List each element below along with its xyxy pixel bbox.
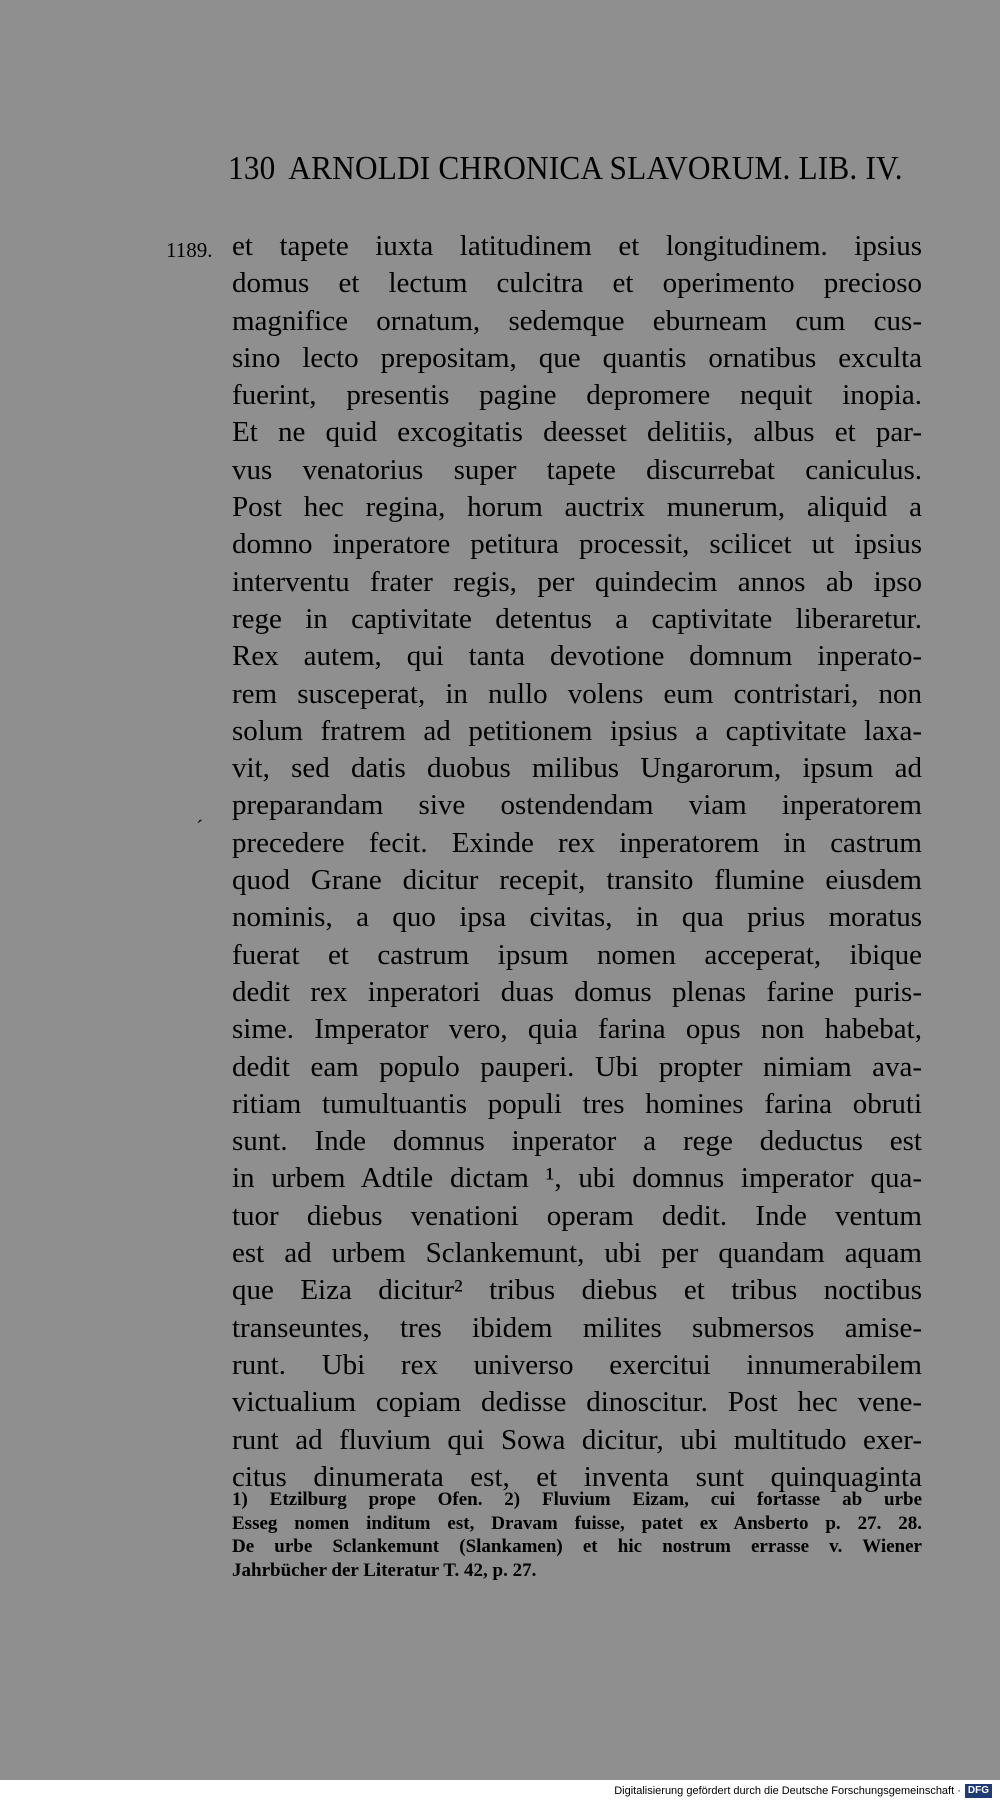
body-line: citus dinumerata est, et inventa sunt quinquaginta	[232, 1460, 922, 1493]
body-line: fuerint, presentis pagine depromere nequit inopia.	[232, 379, 922, 412]
body-line: rege in captivitate detentus a captivitate liberaretur.	[232, 602, 922, 635]
body-text	[232, 228, 922, 1496]
running-head	[228, 150, 903, 188]
running-head-title: ARNOLDI CHRONICA SLAVORUM. LIB. IV.	[288, 150, 903, 187]
body-line: dedit eam populo pauperi. Ubi propter nimiam ava-	[232, 1050, 922, 1083]
body-line: domno inperatore petitura processit, scilicet ut ipsius	[232, 528, 922, 561]
footnote-line: 1) Etzilburg prope Ofen. 2) Fluvium Eizam, cui fortasse ab urbe	[232, 1489, 922, 1510]
body-line: interventu frater regis, per quindecim annos ab ipso	[232, 565, 922, 598]
body-line: fuerat et castrum ipsum nomen acceperat, ibique	[232, 938, 922, 971]
body-line: tuor diebus venationi operam dedit. Inde ventum	[232, 1199, 922, 1232]
body-line: transeuntes, tres ibidem milites submersos amise-	[232, 1311, 922, 1344]
body-line: vus venatorius super tapete discurrebat caniculus.	[232, 453, 922, 486]
body-line: in urbem Adtile dictam ¹, ubi domnus imperator qua-	[232, 1162, 922, 1195]
body-line: precedere fecit. Exinde rex inperatorem in castrum	[232, 826, 922, 859]
body-line: ritiam tumultuantis populi tres homines farina obruti	[232, 1087, 922, 1120]
footnotes	[232, 1488, 922, 1582]
footnote-line: Jahrbücher der Literatur T. 42, p. 27.	[232, 1559, 537, 1581]
body-line: rem susceperat, in nullo volens eum contristari, non	[232, 677, 922, 710]
body-line: sime. Imperator vero, quia farina opus non habebat,	[232, 1013, 922, 1046]
body-line: runt ad fluvium qui Sowa dicitur, ubi multitudo exer-	[232, 1423, 922, 1456]
body-line: Et ne quid excogitatis deesset delitiis, albus et par-	[232, 416, 922, 449]
body-line: preparandam sive ostendendam viam inperatorem	[232, 789, 922, 822]
body-line: runt. Ubi rex universo exercitui innumerabilem	[232, 1348, 922, 1381]
body-line: sino lecto prepositam, que quantis ornatibus exculta	[232, 341, 922, 374]
body-line: Post hec regina, horum auctrix munerum, aliquid a	[232, 491, 922, 524]
page-number: 130	[228, 150, 276, 187]
margin-year-note: 1189.	[166, 238, 213, 262]
body-line: solum fratrem ad petitionem ipsius a captivitate laxa-	[232, 714, 922, 747]
body-line: magnifice ornatum, sedemque eburneam cum cus-	[232, 304, 922, 337]
body-line: que Eiza dicitur² tribus diebus et tribus noctibus	[232, 1274, 922, 1307]
body-line: dedit rex inperatori duas domus plenas farine puris-	[232, 975, 922, 1008]
body-line: victualium copiam dedisse dinoscitur. Post hec vene-	[232, 1386, 922, 1419]
dfg-logo-icon: DFG	[965, 1784, 992, 1798]
digitization-footer	[614, 1782, 992, 1800]
footnote-line: Esseg nomen inditum est, Dravam fuisse, patet ex Ansberto p. 27. 28.	[232, 1512, 922, 1534]
body-line: nominis, a quo ipsa civitas, in qua prius moratus	[232, 901, 922, 934]
body-line: et tapete iuxta latitudinem et longitudinem. ipsius	[232, 230, 922, 262]
digitization-credit: Digitalisierung gefördert durch die Deutsche Forschungsgemeinschaft ·	[614, 1785, 961, 1797]
body-line: Rex autem, qui tanta devotione domnum inperato-	[232, 640, 922, 673]
margin-mark: ´	[196, 815, 204, 840]
body-line: est ad urbem Sclankemunt, ubi per quandam aquam	[232, 1237, 922, 1270]
body-line: vit, sed datis duobus milibus Ungarorum, ipsum ad	[232, 752, 922, 785]
body-line: sunt. Inde domnus inperator a rege deductus est	[232, 1125, 922, 1158]
footnote-line: De urbe Sclankemunt (Slankamen) et hic nostrum errasse v. Wiener	[232, 1536, 922, 1557]
body-line: quod Grane dicitur recepit, transito flumine eiusdem	[232, 864, 922, 897]
body-line: domus et lectum culcitra et operimento precioso	[232, 267, 922, 300]
